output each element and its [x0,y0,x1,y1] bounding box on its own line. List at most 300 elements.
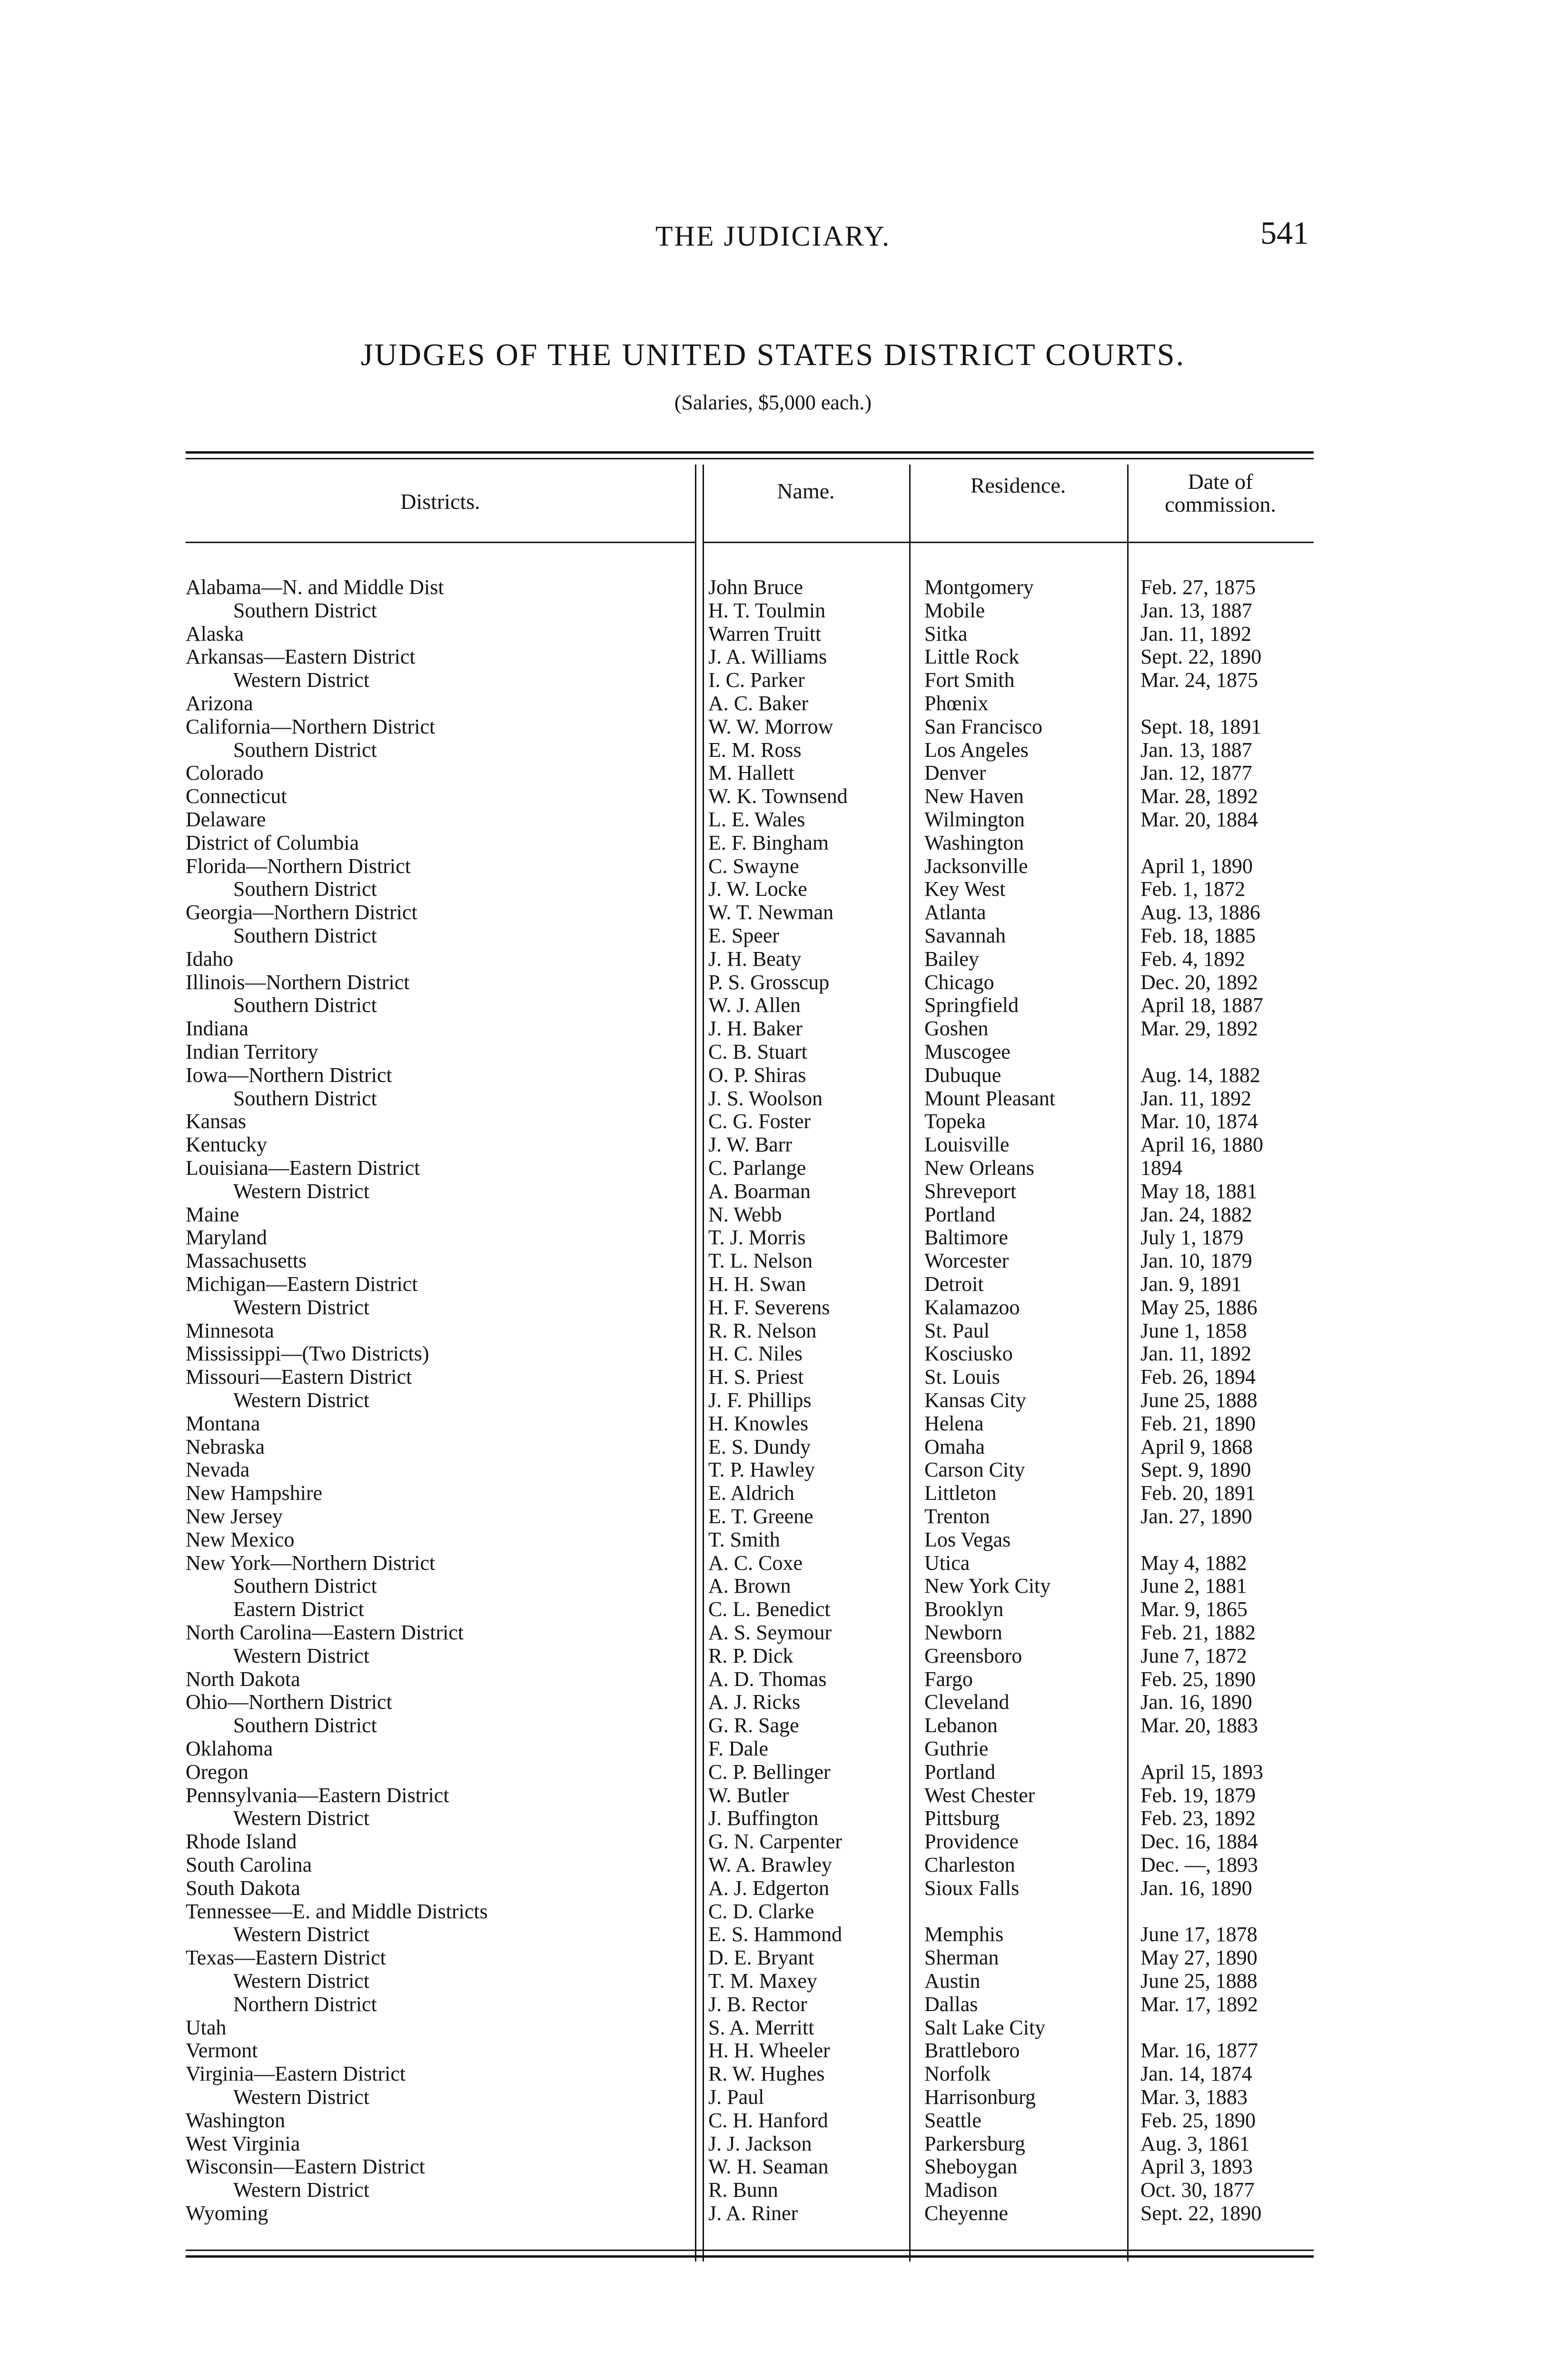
residence-cell: Helena [924,1412,984,1435]
district-cell: Western District [233,1644,370,1667]
judge-name-cell: D. E. Bryant [708,1946,814,1970]
residence-cell: Charleston [924,1854,1015,1876]
judge-name-cell: W. H. Seaman [708,2155,829,2179]
residence-cell: Muscogee [924,1041,1011,1063]
residence-cell: Austin [924,1970,981,1993]
district-cell: Michigan—Eastern District [186,1273,418,1296]
judge-name-cell: J. Buffington [708,1807,819,1830]
district-cell: Connecticut [186,785,287,808]
residence-cell: Madison [924,2179,998,2202]
residence-cell: Little Rock [924,645,1020,669]
district-cell: Florida—Northern District [186,854,411,878]
judge-name-cell: J. J. Jackson [708,2132,812,2155]
district-cell: Southern District [233,738,377,762]
residence-cell: Harrisonburg [924,2086,1036,2109]
judge-name-cell: J. W. Locke [708,878,807,901]
table-row [186,1319,1314,1343]
residence-cell: Phœnix [924,692,989,715]
table-row [186,2155,1314,2179]
judge-name-cell: J. F. Phillips [708,1389,812,1412]
residence-cell: Cheyenne [924,2202,1008,2225]
judge-name-cell: L. E. Wales [708,808,805,831]
table-heading: JUDGES OF THE UNITED STATES DISTRICT COURTS. [361,337,1185,372]
residence-cell: Louisville [924,1133,1010,1157]
table-row [186,669,1314,692]
residence-cell: Chicago [924,971,994,994]
table-row [186,1946,1314,1970]
residence-cell: Brooklyn [924,1598,1004,1621]
table-row [186,1366,1314,1389]
district-cell: Oregon [186,1760,248,1784]
commission-date-cell: May 27, 1890 [1140,1946,1258,1970]
judge-name-cell: C. H. Hanford [708,2109,828,2132]
judge-name-cell: J. H. Baker [708,1017,803,1041]
district-cell: Wisconsin—Eastern District [186,2155,425,2179]
header-rule [703,542,1314,543]
district-cell: Montana [186,1412,260,1435]
judge-name-cell: S. A. Merritt [708,2016,814,2039]
district-cell: Louisiana—Eastern District [186,1157,420,1180]
top-rule [186,451,1314,454]
commission-date-cell: Feb. 19, 1879 [1140,1784,1256,1807]
judge-name-cell: J. A. Williams [708,645,827,669]
commission-date-cell: Aug. 3, 1861 [1140,2132,1250,2155]
table-row [186,2016,1314,2040]
table-row [186,808,1314,832]
district-cell: Western District [233,1807,370,1830]
residence-cell: Sherman [924,1946,999,1970]
judge-name-cell: H. F. Severens [708,1296,830,1319]
header-residence: Residence. [970,473,1066,497]
judge-name-cell: A. J. Edgerton [708,1876,830,1900]
district-cell: Western District [233,1923,370,1946]
table-row [186,1528,1314,1552]
residence-cell: Dubuque [924,1063,1001,1087]
judge-name-cell: R. R. Nelson [708,1319,817,1342]
judge-name-cell: A. Brown [708,1575,791,1598]
residence-cell: West Chester [924,1784,1035,1807]
header-name: Name. [777,479,835,503]
district-cell: North Dakota [186,1667,300,1691]
residence-cell: Littleton [924,1482,997,1505]
district-cell: Nebraska [186,1435,265,1458]
judge-name-cell: G. R. Sage [708,1714,799,1737]
commission-date-cell: Mar. 20, 1884 [1140,808,1258,831]
table-row [186,832,1314,855]
table-row [186,1296,1314,1319]
header-date-line2: commission. [1165,492,1276,516]
district-cell: Tennessee—E. and Middle Districts [186,1900,488,1923]
table-row [186,2039,1314,2063]
residence-cell: Newborn [924,1621,1002,1644]
residence-cell: Worcester [924,1250,1009,1273]
commission-date-cell: Jan. 13, 1887 [1140,738,1252,762]
table-row [186,1668,1314,1691]
judge-name-cell: H. C. Niles [708,1342,803,1366]
judge-name-cell: J. S. Woolson [708,1087,823,1110]
table-row [186,623,1314,646]
district-cell: Western District [233,2086,370,2109]
table-row [186,1784,1314,1807]
judge-name-cell: T. P. Hawley [708,1458,815,1482]
judge-name-cell: N. Webb [708,1203,782,1226]
table-row [186,1226,1314,1250]
commission-date-cell: Feb. 18, 1885 [1140,924,1256,947]
table-row [186,2109,1314,2132]
page-number: 541 [1260,215,1309,251]
district-cell: Texas—Eastern District [186,1946,386,1970]
residence-cell: Shreveport [924,1180,1017,1203]
residence-cell: New Orleans [924,1157,1034,1180]
commission-date-cell: Sept. 22, 1890 [1140,645,1262,669]
commission-date-cell: Dec. 16, 1884 [1140,1830,1258,1854]
judge-name-cell: Warren Truitt [708,622,822,645]
district-cell: Massachusetts [186,1250,307,1273]
judge-name-cell: A. D. Thomas [708,1667,827,1691]
judge-name-cell: J. W. Barr [708,1133,792,1157]
judge-name-cell: John Bruce [708,576,803,599]
table-row [186,1854,1314,1877]
residence-cell: Wilmington [924,808,1025,831]
commission-date-cell: June 7, 1872 [1140,1644,1247,1667]
commission-date-cell: 1894 [1140,1157,1182,1180]
table-row [186,1598,1314,1621]
district-cell: Indiana [186,1017,248,1041]
judge-name-cell: A. J. Ricks [708,1691,801,1714]
table-row [186,1250,1314,1273]
header-date [1127,470,1314,516]
residence-cell: Mount Pleasant [924,1087,1055,1110]
district-cell: Virginia—Eastern District [186,2063,406,2086]
residence-cell: Pittsburg [924,1807,1000,1830]
judge-name-cell: W. W. Morrow [708,715,833,738]
commission-date-cell: April 16, 1880 [1140,1133,1263,1157]
district-cell: Alaska [186,622,244,645]
table-row [186,1691,1314,1714]
district-cell: Northern District [233,1993,377,2016]
table-row [186,1157,1314,1180]
table-row [186,1458,1314,1482]
table-row [186,1761,1314,1784]
residence-cell: Guthrie [924,1737,989,1760]
judge-name-cell: C. P. Bellinger [708,1760,831,1784]
residence-cell: Seattle [924,2109,981,2132]
district-cell: Eastern District [233,1598,364,1621]
commission-date-cell: Aug. 13, 1886 [1140,901,1260,924]
judge-name-cell: C. L. Benedict [708,1598,831,1621]
district-cell: Southern District [233,1087,377,1110]
commission-date-cell: Jan. 24, 1882 [1140,1203,1252,1226]
judge-name-cell: E. S. Dundy [708,1435,811,1458]
district-cell: Western District [233,1970,370,1993]
judge-name-cell: J. Paul [708,2086,764,2109]
table-row [186,1737,1314,1761]
commission-date-cell: Jan. 11, 1892 [1140,1342,1252,1366]
judges-table [186,451,1314,2270]
commission-date-cell: April 9, 1868 [1140,1435,1253,1458]
residence-cell: Salt Lake City [924,2016,1046,2039]
residence-cell: Omaha [924,1435,985,1458]
district-cell: Western District [233,1180,370,1203]
table-row [186,2063,1314,2086]
table-row [186,1505,1314,1528]
residence-cell: Mobile [924,599,985,622]
table-row [186,1645,1314,1668]
table-row [186,739,1314,762]
residence-cell: Atlanta [924,901,986,924]
commission-date-cell: June 25, 1888 [1140,1970,1258,1993]
district-cell: Southern District [233,1575,377,1598]
district-cell: Pennsylvania—Eastern District [186,1784,449,1807]
commission-date-cell: Oct. 30, 1877 [1140,2179,1255,2202]
header-rule [186,542,695,543]
table-row [186,1436,1314,1459]
residence-cell: Sioux Falls [924,1876,1020,1900]
judge-name-cell: T. L. Nelson [708,1250,813,1273]
commission-date-cell: May 25, 1886 [1140,1296,1258,1319]
judge-name-cell: E. T. Greene [708,1505,813,1528]
table-row [186,1064,1314,1087]
commission-date-cell: Feb. 25, 1890 [1140,2109,1256,2132]
residence-cell: Parkersburg [924,2132,1025,2155]
table-row [186,1412,1314,1436]
table-row [186,1900,1314,1924]
running-head [0,215,1546,258]
residence-cell: Sheboygan [924,2155,1018,2179]
residence-cell: Sitka [924,622,968,645]
district-cell: New York—Northern District [186,1551,436,1575]
district-cell: Iowa—Northern District [186,1063,392,1087]
table-row [186,1830,1314,1854]
district-cell: Maryland [186,1226,268,1250]
commission-date-cell: Jan. 13, 1887 [1140,599,1252,622]
residence-cell: Providence [924,1830,1019,1854]
judge-name-cell: E. Aldrich [708,1482,794,1505]
table-row [186,1877,1314,1900]
district-cell: Delaware [186,808,266,831]
judge-name-cell: O. P. Shiras [708,1063,806,1087]
district-cell: Western District [233,1296,370,1319]
district-cell: North Carolina—Eastern District [186,1621,464,1644]
commission-date-cell: Mar. 20, 1883 [1140,1714,1258,1737]
district-cell: Southern District [233,878,377,901]
residence-cell: Baltimore [924,1226,1008,1250]
residence-cell: St. Louis [924,1366,1000,1389]
table-row [186,1087,1314,1111]
residence-cell: Utica [924,1551,970,1575]
commission-date-cell: Jan. 16, 1890 [1140,1876,1252,1900]
commission-date-cell: Jan. 14, 1874 [1140,2063,1252,2086]
table-row [186,692,1314,715]
table-row [186,2202,1314,2225]
residence-cell: Dallas [924,1993,978,2016]
district-cell: South Dakota [186,1876,300,1900]
commission-date-cell: Jan. 11, 1892 [1140,1087,1252,1110]
table-row [186,1482,1314,1505]
table-row [186,878,1314,901]
header-districts: Districts. [400,489,480,514]
table-row [186,599,1314,623]
residence-cell: Fargo [924,1667,973,1691]
residence-cell: Goshen [924,1017,989,1041]
judge-name-cell: C. D. Clarke [708,1900,814,1923]
commission-date-cell: Mar. 17, 1892 [1140,1993,1258,2016]
commission-date-cell: June 2, 1881 [1140,1575,1247,1598]
commission-date-cell: Jan. 27, 1890 [1140,1505,1252,1528]
commission-date-cell: Feb. 1, 1872 [1140,878,1245,901]
district-cell: Oklahoma [186,1737,273,1760]
judge-name-cell: J. H. Beaty [708,947,802,971]
district-cell: New Hampshire [186,1482,323,1505]
table-row [186,1273,1314,1296]
residence-cell: Washington [924,831,1024,854]
judge-name-cell: A. S. Seymour [708,1621,832,1644]
district-cell: Kentucky [186,1133,268,1157]
residence-cell: New York City [924,1575,1051,1598]
residence-cell: Trenton [924,1505,990,1528]
district-cell: Southern District [233,994,377,1017]
commission-date-cell: Feb. 26, 1894 [1140,1366,1256,1389]
commission-date-cell: Sept. 22, 1890 [1140,2202,1262,2225]
residence-cell: Carson City [924,1458,1025,1482]
residence-cell: San Francisco [924,715,1043,738]
district-cell: Arizona [186,692,253,715]
residence-cell: Jacksonville [924,854,1028,878]
commission-date-cell: Dec. 20, 1892 [1140,971,1258,994]
district-cell: Minnesota [186,1319,274,1342]
table-row [186,1552,1314,1575]
table-row [186,1133,1314,1157]
residence-cell: Norfolk [924,2063,991,2086]
table-row [186,948,1314,971]
district-cell: Arkansas—Eastern District [186,645,416,669]
district-cell: Western District [233,2179,370,2202]
bottom-rule-thin [186,2250,1314,2251]
district-cell: California—Northern District [186,715,436,738]
commission-date-cell: Feb. 25, 1890 [1140,1667,1256,1691]
header-date-line1: Date of [1188,469,1253,494]
table-row [186,576,1314,599]
judge-name-cell: I. C. Parker [708,669,805,692]
judge-name-cell: J. A. Riner [708,2202,798,2225]
district-cell: Indian Territory [186,1041,318,1063]
bottom-rule [186,2255,1314,2258]
district-cell: Nevada [186,1458,250,1482]
judge-name-cell: J. B. Rector [708,1993,807,2016]
commission-date-cell: April 18, 1887 [1140,994,1263,1017]
commission-date-cell: Jan. 16, 1890 [1140,1691,1252,1714]
judge-name-cell: C. G. Foster [708,1110,811,1133]
district-cell: Kansas [186,1110,247,1133]
residence-cell: Springfield [924,994,1019,1017]
judge-name-cell: A. C. Coxe [708,1551,803,1575]
district-cell: Idaho [186,947,234,971]
judge-name-cell: F. Dale [708,1737,769,1760]
residence-cell: Bailey [924,947,979,971]
table-row [186,1621,1314,1645]
commission-date-cell: June 17, 1878 [1140,1923,1258,1946]
table-row [186,1807,1314,1830]
district-cell: Maine [186,1203,239,1226]
district-cell: Southern District [233,599,377,622]
commission-date-cell: Jan. 9, 1891 [1140,1273,1242,1296]
district-cell: Washington [186,2109,286,2132]
judge-name-cell: T. Smith [708,1528,780,1551]
district-cell: Georgia—Northern District [186,901,417,924]
district-cell: Ohio—Northern District [186,1691,392,1714]
district-cell: Western District [233,1389,370,1412]
commission-date-cell: Sept. 9, 1890 [1140,1458,1251,1482]
judge-name-cell: H. T. Toulmin [708,599,826,622]
residence-cell: Kansas City [924,1389,1026,1412]
commission-date-cell: Mar. 28, 1892 [1140,785,1258,808]
salary-note: (Salaries, $5,000 each.) [674,391,872,414]
district-cell: District of Columbia [186,831,359,854]
residence-cell: Los Angeles [924,738,1029,762]
table-row [186,1041,1314,1064]
judge-name-cell: H. Knowles [708,1412,809,1435]
residence-cell: Cleveland [924,1691,1010,1714]
judge-name-cell: E. M. Ross [708,738,802,762]
judge-name-cell: A. Boarman [708,1180,811,1203]
residence-cell: Greensboro [924,1644,1022,1667]
judge-name-cell: W. A. Brawley [708,1854,832,1876]
judge-name-cell: C. B. Stuart [708,1041,807,1063]
district-cell: Wyoming [186,2202,268,2225]
judge-name-cell: H. H. Wheeler [708,2039,830,2063]
district-cell: New Jersey [186,1505,283,1528]
judge-name-cell: A. C. Baker [708,692,809,715]
commission-date-cell: Mar. 3, 1883 [1140,2086,1248,2109]
commission-date-cell: Feb. 20, 1891 [1140,1482,1256,1505]
residence-cell: Brattleboro [924,2039,1020,2063]
district-cell: Utah [186,2016,227,2039]
residence-cell: Detroit [924,1273,984,1296]
commission-date-cell: Feb. 27, 1875 [1140,576,1256,599]
table-row [186,645,1314,669]
commission-date-cell: Dec. —, 1893 [1140,1854,1258,1876]
table-row [186,1017,1314,1041]
district-cell: New Mexico [186,1528,295,1551]
district-cell: Vermont [186,2039,258,2063]
commission-date-cell: Aug. 14, 1882 [1140,1063,1260,1087]
running-title: THE JUDICIARY. [655,220,891,252]
district-cell: Western District [233,669,370,692]
residence-cell: Portland [924,1203,996,1226]
commission-date-cell: Mar. 10, 1874 [1140,1110,1258,1133]
judge-name-cell: R. W. Hughes [708,2063,825,2086]
district-cell: West Virginia [186,2132,300,2155]
table-row [186,2132,1314,2156]
commission-date-cell: Mar. 9, 1865 [1140,1598,1248,1621]
judge-name-cell: M. Hallett [708,762,794,785]
judge-name-cell: W. T. Newman [708,901,834,924]
judge-name-cell: C. Swayne [708,854,799,878]
judge-name-cell: R. P. Dick [708,1644,793,1667]
commission-date-cell: April 1, 1890 [1140,854,1253,878]
commission-date-cell: June 1, 1858 [1140,1319,1247,1342]
judge-name-cell: P. S. Grosscup [708,971,830,994]
residence-cell: Key West [924,878,1006,901]
table-row [186,1714,1314,1737]
top-rule-thin [186,458,1314,459]
district-cell: Rhode Island [186,1830,297,1854]
commission-date-cell: Feb. 21, 1890 [1140,1412,1256,1435]
table-row [186,924,1314,948]
residence-cell: Topeka [924,1110,986,1133]
residence-cell: Portland [924,1760,996,1784]
commission-date-cell: Mar. 24, 1875 [1140,669,1258,692]
